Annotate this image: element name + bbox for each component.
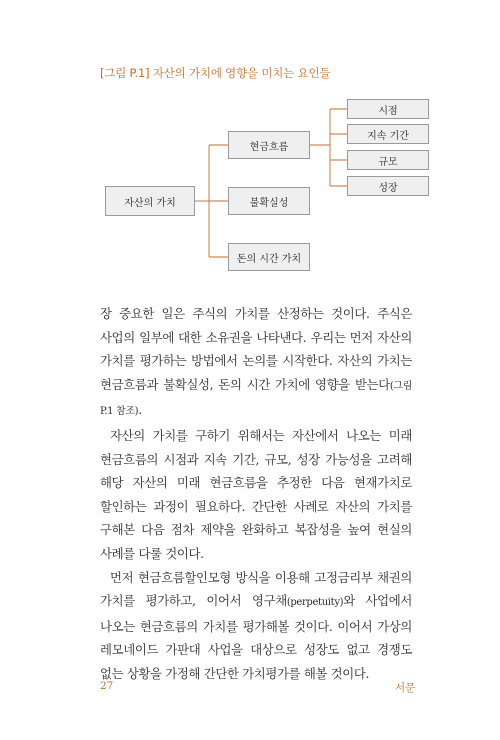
node-growth: 성장: [347, 176, 429, 196]
node-cash-flow: 현금흐름: [228, 131, 310, 159]
paragraph-3: 먼저 현금흐름할인모형 방식을 이용해 고정금리부 채권의 가치를 평가하고, 이어서 영구채(perpetuity)와 사업에서 나오는 현금흐름의 가치를 평가해볼 것이다. 이어서 가상의 레모네이드 가판대 사업을 대상으로 성장도 없고 경쟁도 없는 상황을 가정해 간단한 가치평가를 해볼 것이다.: [100, 569, 413, 681]
paragraph-2: 자산의 가치를 구하기 위해서는 자산에서 나오는 미래 현금흐름의 시점과 지속 기간, 규모, 성장 가능성을 고려해 해당 자산의 미래 현금흐름을 추정한 다음 현재가치로 할인하는 과정이 필요하다. 간단한 사례로 자산의 가치를 구해본 다음 점차 제약을 완화하고 복잡성을 높여 현실의 사례를 다룰 것이다.: [100, 427, 412, 561]
figure-caption: [그림 P.1] 자산의 가치에 영향을 미치는 요인들: [100, 66, 331, 80]
node-uncertainty: 불확실성: [228, 187, 310, 215]
page-number: 27: [100, 680, 114, 692]
paragraph-1: 장 중요한 일은 주식의 가치를 산정하는 것이다. 주식은 사업의 일부에 대한 소유권을 나타낸다. 우리는 먼저 자산의 가치를 평가하는 방법에서 논의를 시작한다. 자산의 가치는 현금흐름과 불확실성, 돈의 시간 가치에 영향을 받는다(그림 P.1 참조).: [100, 306, 412, 418]
node-timing: 시점: [347, 99, 429, 119]
root-node: 자산의 가치: [105, 186, 195, 216]
node-duration: 지속 기간: [347, 124, 429, 144]
running-footer-section: 서문: [395, 682, 416, 694]
node-scale: 규모: [347, 150, 429, 170]
figure-reference: (그림 P.1 참조): [100, 380, 412, 418]
node-time-value: 돈의 시간 가치: [228, 243, 310, 271]
term-perpetuity: (perpetuity): [286, 597, 344, 609]
body-text: [100, 302, 412, 686]
